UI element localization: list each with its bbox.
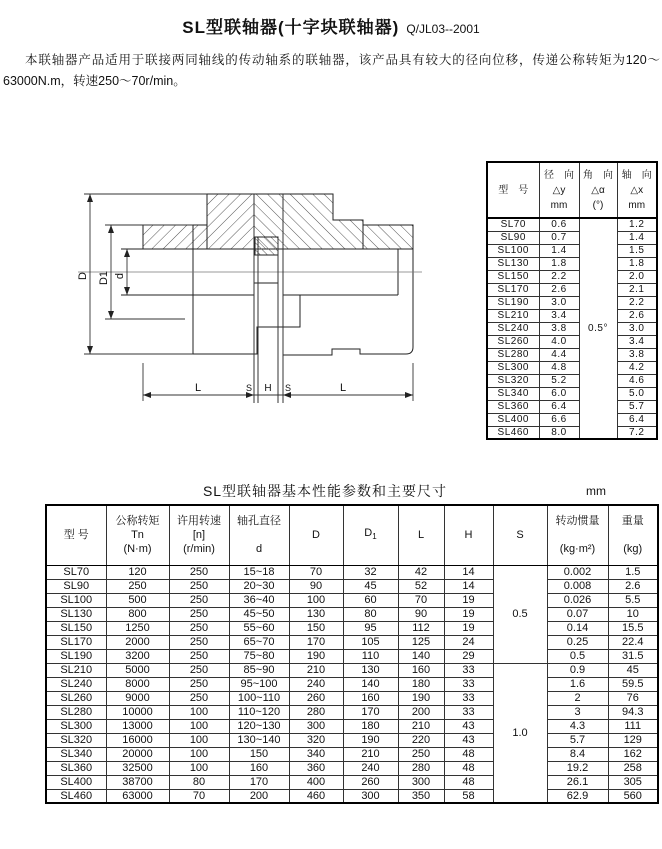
disp-radial-value: 8.0 — [539, 426, 579, 439]
spec-torque: 63000 — [106, 789, 169, 803]
spec-D: 150 — [289, 621, 343, 635]
spec-D1: 180 — [343, 719, 398, 733]
disp-radial-value: 6.0 — [539, 387, 579, 400]
spec-row — [46, 607, 658, 621]
spec-speed: 250 — [169, 593, 229, 607]
disp-col-model: 型 号 — [487, 162, 539, 218]
spec-inertia: 0.026 — [547, 593, 608, 607]
disp-row — [487, 322, 657, 335]
spec-bore: 36~40 — [229, 593, 289, 607]
spec-L: 125 — [398, 635, 444, 649]
spec-D: 300 — [289, 719, 343, 733]
spec-col-D: D — [289, 505, 343, 565]
displacement-header-row — [487, 162, 657, 218]
spec-D: 260 — [289, 691, 343, 705]
disp-axial-value: 4.6 — [617, 374, 657, 387]
spec-D: 460 — [289, 789, 343, 803]
disp-row — [487, 400, 657, 413]
spec-row — [46, 649, 658, 663]
spec-col-speed: 许用转速 [n] (r/min) — [169, 505, 229, 565]
spec-col-torque: 公称转矩 Tn (N·m) — [106, 505, 169, 565]
disp-row — [487, 309, 657, 322]
spec-s-merged: 1.0 — [493, 663, 547, 803]
disp-radial-value: 3.8 — [539, 322, 579, 335]
spec-row — [46, 621, 658, 635]
spec-bore: 15~18 — [229, 565, 289, 579]
spec-model: SL340 — [46, 747, 106, 761]
spec-bore: 100~110 — [229, 691, 289, 705]
doc-number: Q/JL03--2001 — [406, 22, 480, 36]
spec-model: SL130 — [46, 607, 106, 621]
spec-weight: 162 — [608, 747, 658, 761]
spec-D: 320 — [289, 733, 343, 747]
spec-L: 300 — [398, 775, 444, 789]
spec-L: 42 — [398, 565, 444, 579]
disp-row — [487, 426, 657, 439]
spec-L: 220 — [398, 733, 444, 747]
spec-row — [46, 775, 658, 789]
spec-H: 24 — [444, 635, 493, 649]
spec-speed: 70 — [169, 789, 229, 803]
spec-torque: 2000 — [106, 635, 169, 649]
spec-torque: 500 — [106, 593, 169, 607]
disp-radial-value: 4.8 — [539, 361, 579, 374]
spec-bore: 150 — [229, 747, 289, 761]
spec-weight: 305 — [608, 775, 658, 789]
spec-weight: 15.5 — [608, 621, 658, 635]
spec-L: 280 — [398, 761, 444, 775]
spec-D1: 95 — [343, 621, 398, 635]
spec-model: SL150 — [46, 621, 106, 635]
title-text: SL型联轴器(十字块联轴器) — [182, 18, 400, 37]
spec-speed: 100 — [169, 761, 229, 775]
spec-row — [46, 663, 658, 677]
spec-col-weight: 重量 (kg) — [608, 505, 658, 565]
spec-speed: 80 — [169, 775, 229, 789]
spec-bore: 170 — [229, 775, 289, 789]
page-title — [0, 13, 662, 38]
displacement-table — [486, 161, 658, 440]
disp-row — [487, 231, 657, 244]
spec-inertia: 0.002 — [547, 565, 608, 579]
dim-label-L-right: L — [339, 382, 347, 394]
spec-H: 19 — [444, 621, 493, 635]
disp-radial-value: 2.6 — [539, 283, 579, 296]
spec-speed: 250 — [169, 607, 229, 621]
spec-speed: 250 — [169, 663, 229, 677]
spec-row — [46, 733, 658, 747]
spec-torque: 10000 — [106, 705, 169, 719]
spec-col-D1: $D_1$ — [343, 505, 398, 565]
spec-inertia: 0.07 — [547, 607, 608, 621]
disp-model: SL340 — [487, 387, 539, 400]
spec-col-L: L — [398, 505, 444, 565]
dim-label-S-right: S — [284, 383, 292, 393]
spec-torque: 20000 — [106, 747, 169, 761]
spec-L: 52 — [398, 579, 444, 593]
disp-axial-value: 1.4 — [617, 231, 657, 244]
spec-speed: 100 — [169, 705, 229, 719]
disp-axial-value: 2.0 — [617, 270, 657, 283]
spec-inertia: 4.3 — [547, 719, 608, 733]
disp-model: SL100 — [487, 244, 539, 257]
spec-D: 190 — [289, 649, 343, 663]
spec-model: SL70 — [46, 565, 106, 579]
spec-col-S: S — [493, 505, 547, 565]
spec-inertia: 0.008 — [547, 579, 608, 593]
spec-torque: 8000 — [106, 677, 169, 691]
spec-bore: 75~80 — [229, 649, 289, 663]
spec-L: 190 — [398, 691, 444, 705]
spec-H: 29 — [444, 649, 493, 663]
disp-axial-value: 5.0 — [617, 387, 657, 400]
spec-inertia: 0.25 — [547, 635, 608, 649]
spec-H: 58 — [444, 789, 493, 803]
disp-model: SL90 — [487, 231, 539, 244]
spec-header-row — [46, 505, 658, 565]
spec-weight: 76 — [608, 691, 658, 705]
spec-D: 210 — [289, 663, 343, 677]
spec-inertia: 19.2 — [547, 761, 608, 775]
spec-inertia: 26.1 — [547, 775, 608, 789]
spec-weight: 94.3 — [608, 705, 658, 719]
spec-inertia: 0.5 — [547, 649, 608, 663]
spec-bore: 95~100 — [229, 677, 289, 691]
spec-model: SL90 — [46, 579, 106, 593]
spec-bore: 200 — [229, 789, 289, 803]
spec-row — [46, 747, 658, 761]
spec-row — [46, 579, 658, 593]
disp-model: SL150 — [487, 270, 539, 283]
spec-col-H: H — [444, 505, 493, 565]
disp-col-radial: 径 向 △y mm — [539, 162, 579, 218]
disp-radial-value: 6.4 — [539, 400, 579, 413]
spec-D1: 240 — [343, 761, 398, 775]
spec-L: 90 — [398, 607, 444, 621]
disp-model: SL210 — [487, 309, 539, 322]
spec-speed: 250 — [169, 677, 229, 691]
disp-model: SL170 — [487, 283, 539, 296]
disp-axial-value: 3.8 — [617, 348, 657, 361]
spec-weight: 560 — [608, 789, 658, 803]
disp-axial-value: 1.5 — [617, 244, 657, 257]
spec-speed: 250 — [169, 621, 229, 635]
disp-model: SL360 — [487, 400, 539, 413]
disp-row — [487, 387, 657, 400]
disp-row — [487, 335, 657, 348]
spec-row — [46, 593, 658, 607]
spec-D1: 190 — [343, 733, 398, 747]
spec-weight: 22.4 — [608, 635, 658, 649]
spec-model: SL460 — [46, 789, 106, 803]
spec-inertia: 3 — [547, 705, 608, 719]
spec-D: 130 — [289, 607, 343, 621]
spec-bore: 65~70 — [229, 635, 289, 649]
spec-row — [46, 789, 658, 803]
disp-radial-value: 6.6 — [539, 413, 579, 426]
coupling-drawing — [50, 158, 450, 418]
spec-D1: 170 — [343, 705, 398, 719]
disp-radial-value: 0.6 — [539, 218, 579, 231]
spec-speed: 250 — [169, 691, 229, 705]
displacement-table-body — [487, 218, 657, 439]
spec-torque: 1250 — [106, 621, 169, 635]
spec-row — [46, 565, 658, 579]
dim-label-D: D — [77, 272, 89, 280]
disp-row — [487, 283, 657, 296]
disp-axial-value: 2.1 — [617, 283, 657, 296]
spec-inertia: 2 — [547, 691, 608, 705]
spec-D: 240 — [289, 677, 343, 691]
spec-L: 250 — [398, 747, 444, 761]
spec-H: 43 — [444, 719, 493, 733]
disp-model: SL460 — [487, 426, 539, 439]
disp-axial-value: 5.7 — [617, 400, 657, 413]
spec-L: 70 — [398, 593, 444, 607]
spec-torque: 13000 — [106, 719, 169, 733]
spec-row — [46, 677, 658, 691]
spec-torque: 800 — [106, 607, 169, 621]
spec-speed: 100 — [169, 733, 229, 747]
disp-model: SL400 — [487, 413, 539, 426]
spec-speed: 250 — [169, 635, 229, 649]
spec-table — [45, 504, 659, 804]
spec-inertia: 0.9 — [547, 663, 608, 677]
spec-H: 48 — [444, 775, 493, 789]
spec-bore: 160 — [229, 761, 289, 775]
spec-D: 360 — [289, 761, 343, 775]
spec-weight: 45 — [608, 663, 658, 677]
spec-L: 112 — [398, 621, 444, 635]
disp-row — [487, 413, 657, 426]
disp-axial-value: 4.2 — [617, 361, 657, 374]
spec-table-title: SL型联轴器基本性能参数和主要尺寸 — [202, 483, 448, 499]
spec-D1: 110 — [343, 649, 398, 663]
spec-speed: 250 — [169, 565, 229, 579]
spec-weight: 2.6 — [608, 579, 658, 593]
spec-H: 33 — [444, 663, 493, 677]
disp-row — [487, 218, 657, 231]
spec-inertia: 5.7 — [547, 733, 608, 747]
disp-radial-value: 1.4 — [539, 244, 579, 257]
disp-axial-value: 3.0 — [617, 322, 657, 335]
disp-axial-value: 2.6 — [617, 309, 657, 322]
spec-weight: 10 — [608, 607, 658, 621]
spec-torque: 3200 — [106, 649, 169, 663]
disp-model: SL320 — [487, 374, 539, 387]
spec-bore: 110~120 — [229, 705, 289, 719]
spec-inertia: 62.9 — [547, 789, 608, 803]
spec-model: SL320 — [46, 733, 106, 747]
disp-col-axial: 轴 向 △x mm — [617, 162, 657, 218]
spec-table-unit: mm — [586, 484, 606, 498]
spec-D: 280 — [289, 705, 343, 719]
spec-row — [46, 705, 658, 719]
spec-L: 180 — [398, 677, 444, 691]
disp-radial-value: 5.2 — [539, 374, 579, 387]
spec-D: 170 — [289, 635, 343, 649]
spec-H: 19 — [444, 607, 493, 621]
spec-speed: 100 — [169, 719, 229, 733]
spec-bore: 55~60 — [229, 621, 289, 635]
disp-col-angular: 角 向 △α (°) — [579, 162, 617, 218]
spec-L: 160 — [398, 663, 444, 677]
spec-inertia: 1.6 — [547, 677, 608, 691]
spec-row — [46, 691, 658, 705]
dim-label-L-left: L — [194, 382, 202, 394]
spec-L: 210 — [398, 719, 444, 733]
disp-radial-value: 4.4 — [539, 348, 579, 361]
spec-s-merged: 0.5 — [493, 565, 547, 663]
spec-weight: 1.5 — [608, 565, 658, 579]
spec-D: 400 — [289, 775, 343, 789]
spec-inertia: 8.4 — [547, 747, 608, 761]
disp-model: SL260 — [487, 335, 539, 348]
spec-D1: 260 — [343, 775, 398, 789]
spec-D1: 130 — [343, 663, 398, 677]
spec-L: 140 — [398, 649, 444, 663]
spec-model: SL280 — [46, 705, 106, 719]
disp-axial-value: 3.4 — [617, 335, 657, 348]
spec-bore: 85~90 — [229, 663, 289, 677]
spec-weight: 5.5 — [608, 593, 658, 607]
spec-col-inertia: 转动惯量 (kg·m²) — [547, 505, 608, 565]
spec-model: SL300 — [46, 719, 106, 733]
spec-torque: 250 — [106, 579, 169, 593]
spec-row — [46, 761, 658, 775]
spec-D1: 160 — [343, 691, 398, 705]
spec-bore: 120~130 — [229, 719, 289, 733]
spec-speed: 250 — [169, 579, 229, 593]
disp-row — [487, 244, 657, 257]
disp-model: SL300 — [487, 361, 539, 374]
spec-model: SL210 — [46, 663, 106, 677]
spec-D: 100 — [289, 593, 343, 607]
disp-axial-value: 2.2 — [617, 296, 657, 309]
disp-model: SL130 — [487, 257, 539, 270]
spec-H: 33 — [444, 677, 493, 691]
spec-row — [46, 635, 658, 649]
spec-D1: 140 — [343, 677, 398, 691]
spec-row — [46, 719, 658, 733]
disp-row — [487, 374, 657, 387]
spec-D1: 210 — [343, 747, 398, 761]
spec-speed: 250 — [169, 649, 229, 663]
spec-col-bore: 轴孔直径 d — [229, 505, 289, 565]
disp-axial-value: 1.2 — [617, 218, 657, 231]
spec-D1: 45 — [343, 579, 398, 593]
disp-model: SL240 — [487, 322, 539, 335]
dim-label-D1: D1 — [98, 270, 110, 286]
spec-L: 350 — [398, 789, 444, 803]
spec-inertia: 0.14 — [547, 621, 608, 635]
spec-model: SL190 — [46, 649, 106, 663]
spec-D: 90 — [289, 579, 343, 593]
spec-col-model: 型 号 — [46, 505, 106, 565]
disp-radial-value: 0.7 — [539, 231, 579, 244]
spec-H: 14 — [444, 579, 493, 593]
spec-torque: 38700 — [106, 775, 169, 789]
disp-axial-value: 6.4 — [617, 413, 657, 426]
spec-torque: 16000 — [106, 733, 169, 747]
spec-D1: 32 — [343, 565, 398, 579]
spec-bore: 20~30 — [229, 579, 289, 593]
dim-label-S-left: S — [245, 383, 253, 393]
disp-row — [487, 296, 657, 309]
spec-speed: 100 — [169, 747, 229, 761]
spec-L: 200 — [398, 705, 444, 719]
spec-model: SL260 — [46, 691, 106, 705]
spec-H: 14 — [444, 565, 493, 579]
disp-model: SL190 — [487, 296, 539, 309]
disp-radial-value: 3.4 — [539, 309, 579, 322]
spec-model: SL400 — [46, 775, 106, 789]
spec-H: 48 — [444, 761, 493, 775]
spec-H: 33 — [444, 691, 493, 705]
dim-label-H: H — [264, 383, 272, 394]
disp-row — [487, 361, 657, 374]
spec-model: SL100 — [46, 593, 106, 607]
disp-axial-value: 1.8 — [617, 257, 657, 270]
disp-axial-value: 7.2 — [617, 426, 657, 439]
spec-torque: 32500 — [106, 761, 169, 775]
disp-row — [487, 270, 657, 283]
spec-torque: 120 — [106, 565, 169, 579]
disp-radial-value: 4.0 — [539, 335, 579, 348]
disp-angular-merged: 0.5° — [579, 218, 617, 439]
spec-D1: 80 — [343, 607, 398, 621]
spec-D1: 105 — [343, 635, 398, 649]
disp-radial-value: 2.2 — [539, 270, 579, 283]
disp-row — [487, 257, 657, 270]
spec-weight: 129 — [608, 733, 658, 747]
spec-D1: 60 — [343, 593, 398, 607]
disp-radial-value: 3.0 — [539, 296, 579, 309]
spec-bore: 45~50 — [229, 607, 289, 621]
spec-weight: 59.5 — [608, 677, 658, 691]
dim-label-d: d — [114, 272, 126, 280]
spec-bore: 130~140 — [229, 733, 289, 747]
spec-H: 48 — [444, 747, 493, 761]
spec-torque: 5000 — [106, 663, 169, 677]
spec-model: SL360 — [46, 761, 106, 775]
spec-H: 43 — [444, 733, 493, 747]
spec-weight: 31.5 — [608, 649, 658, 663]
intro-paragraph: 本联轴器产品适用于联接两同轴线的传动轴系的联轴器，该产品具有较大的径向位移，传递公称转矩为120～63000N.m，转速250～70r/min。 — [3, 53, 660, 88]
disp-row — [487, 348, 657, 361]
disp-model: SL280 — [487, 348, 539, 361]
spec-D: 70 — [289, 565, 343, 579]
spec-H: 33 — [444, 705, 493, 719]
spec-table-body — [46, 565, 658, 803]
spec-D: 340 — [289, 747, 343, 761]
spec-model: SL170 — [46, 635, 106, 649]
spec-D1: 300 — [343, 789, 398, 803]
spec-model: SL240 — [46, 677, 106, 691]
spec-H: 19 — [444, 593, 493, 607]
spec-torque: 9000 — [106, 691, 169, 705]
spec-weight: 111 — [608, 719, 658, 733]
disp-radial-value: 1.8 — [539, 257, 579, 270]
spec-weight: 258 — [608, 761, 658, 775]
disp-model: SL70 — [487, 218, 539, 231]
